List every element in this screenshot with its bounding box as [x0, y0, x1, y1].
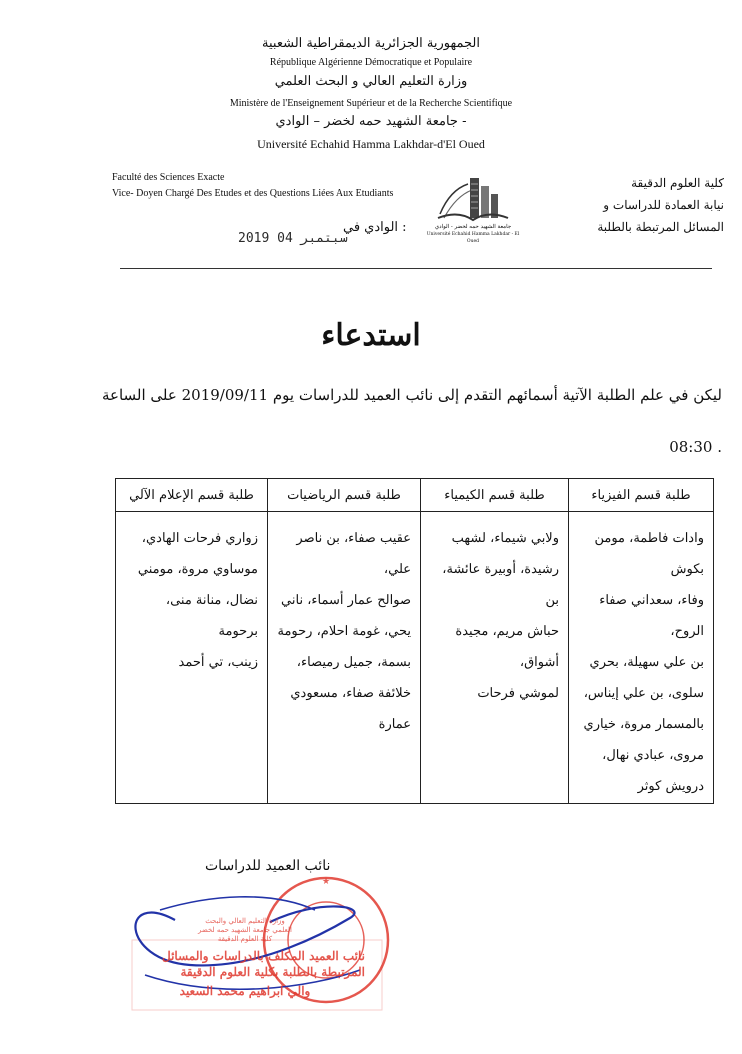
name-line: وفاء، سعداني صفاء الروح،: [599, 593, 704, 639]
table-row: [116, 512, 714, 804]
stamp-name: والي ابراهيم محمد السعيد: [179, 984, 311, 998]
university-logo: [426, 172, 520, 244]
place-date-label: الوادي في :: [343, 220, 407, 235]
body-line-2: . 08:30: [669, 438, 722, 456]
table-header-row: [116, 479, 714, 512]
body-line-1: ليكن في علم الطلبة الآتية أسمائهم التقدم إلى نائب العميد للدراسات يوم 2019/09/11 على الساعة: [101, 386, 722, 404]
seal-text: وزارة التعليم العالي والبحث العلمي جامعة الشهيد حمه لخضر كلية العلوم الدقيقة: [198, 917, 292, 943]
name-line: حباش مريم، مجيدة أشواق،: [455, 624, 559, 670]
name-line: سلوى، بن علي إيناس،: [583, 686, 704, 701]
logo-caption-ar: جامعة الشهيد حمه لخضر - الوادي: [434, 224, 512, 230]
name-line: رشيدة، أوبيرة عائشة، بن: [442, 562, 559, 608]
stamped-date: 2019 سبتمبر 04: [238, 231, 348, 246]
header-physics: طلبة قسم الفيزياء: [569, 479, 714, 512]
header-math: طلبة قسم الرياضيات: [268, 479, 421, 512]
name-line: نضال، منانة منى، برحومة: [165, 593, 258, 639]
name-line: يحي، غومة احلام، رحومة: [277, 624, 411, 639]
physics-names: [570, 513, 712, 802]
chemistry-cell: [421, 512, 569, 804]
header-chemistry: طلبة قسم الكيمياء: [421, 479, 569, 512]
name-line: زينب، تي أحمد: [178, 655, 258, 670]
faculty-ar: كلية العلوم الدقيقة: [631, 176, 724, 190]
name-line: صوالح عمار أسماء، ناني: [281, 593, 411, 608]
name-line: درويش كوثر: [637, 779, 704, 794]
header-divider: [120, 268, 712, 269]
students-table: [115, 478, 714, 804]
vice-dean-fr: Vice- Doyen Chargé Des Etudes et des Questions Liées Aux Etudiants: [112, 188, 394, 199]
name-line: خلائفة صفاء، مسعودي: [290, 686, 411, 701]
ministry-ar: وزارة التعليم العالي و البحث العلمي: [274, 74, 468, 89]
ministry-fr: Ministère de l'Enseignement Supérieur et de la Recherche Scientifique: [229, 98, 513, 109]
cs-cell: [116, 512, 268, 804]
name-line: وادات فاطمة، مومن بكوش: [594, 531, 704, 577]
chemistry-names: [422, 513, 567, 709]
faculty-fr: Faculté des Sciences Exacte: [112, 172, 225, 183]
physics-cell: [569, 512, 714, 804]
math-cell: [268, 512, 421, 804]
name-line: موساوي مروة، مومني: [137, 562, 258, 577]
name-line: لموشي فرحات: [477, 686, 559, 701]
republic-fr: République Algérienne Démocratique et Populaire: [269, 57, 473, 68]
vice-dean-ar-2: المسائل المرتبطة بالطلبة: [597, 220, 724, 234]
logo-caption-fr: Université Echahid Hamma Lakhdar - El Oued: [426, 232, 520, 244]
name-line: زواري فرحات الهادي،: [141, 531, 258, 546]
republic-ar: الجمهورية الجزائرية الديمقراطية الشعبية: [262, 36, 480, 51]
faculty-ar-block: [597, 172, 724, 238]
vice-dean-ar-1: نيابة العمادة للدراسات و: [603, 198, 724, 212]
name-line: بالمسمار مروة، خياري: [583, 717, 704, 732]
university-ar: جامعة الشهيد حمه لخضر – الوادي -: [275, 114, 467, 129]
math-names: [269, 513, 419, 740]
name-line: عقيب صفاء، بن ناصر علي،: [296, 531, 411, 577]
name-line: ولابي شيماء، لشهب: [451, 531, 559, 546]
document-title: استدعاء: [321, 318, 421, 353]
header-cs: طلبة قسم الإعلام الآلي: [116, 479, 268, 512]
university-fr: Université Echahid Hamma Lakhdar-d'El Oued: [257, 137, 485, 151]
name-line: مروى، عبادي نهال،: [602, 748, 704, 763]
cs-names: [117, 513, 266, 678]
stamp-text: نائب العميد المكلف بالدراسات والمسائل المرتبطة بالطلبة بكلية العلوم الدقيقة: [161, 949, 365, 979]
name-line: بن علي سهيلة، بحري: [589, 655, 704, 670]
name-line: عمارة: [378, 717, 411, 732]
svg-text:★: ★: [321, 877, 331, 887]
name-line: بسمة، جميل رميصاء،: [296, 655, 411, 670]
signature-title: نائب العميد للدراسات: [205, 858, 331, 874]
signature-stamp-area: [100, 870, 420, 1050]
